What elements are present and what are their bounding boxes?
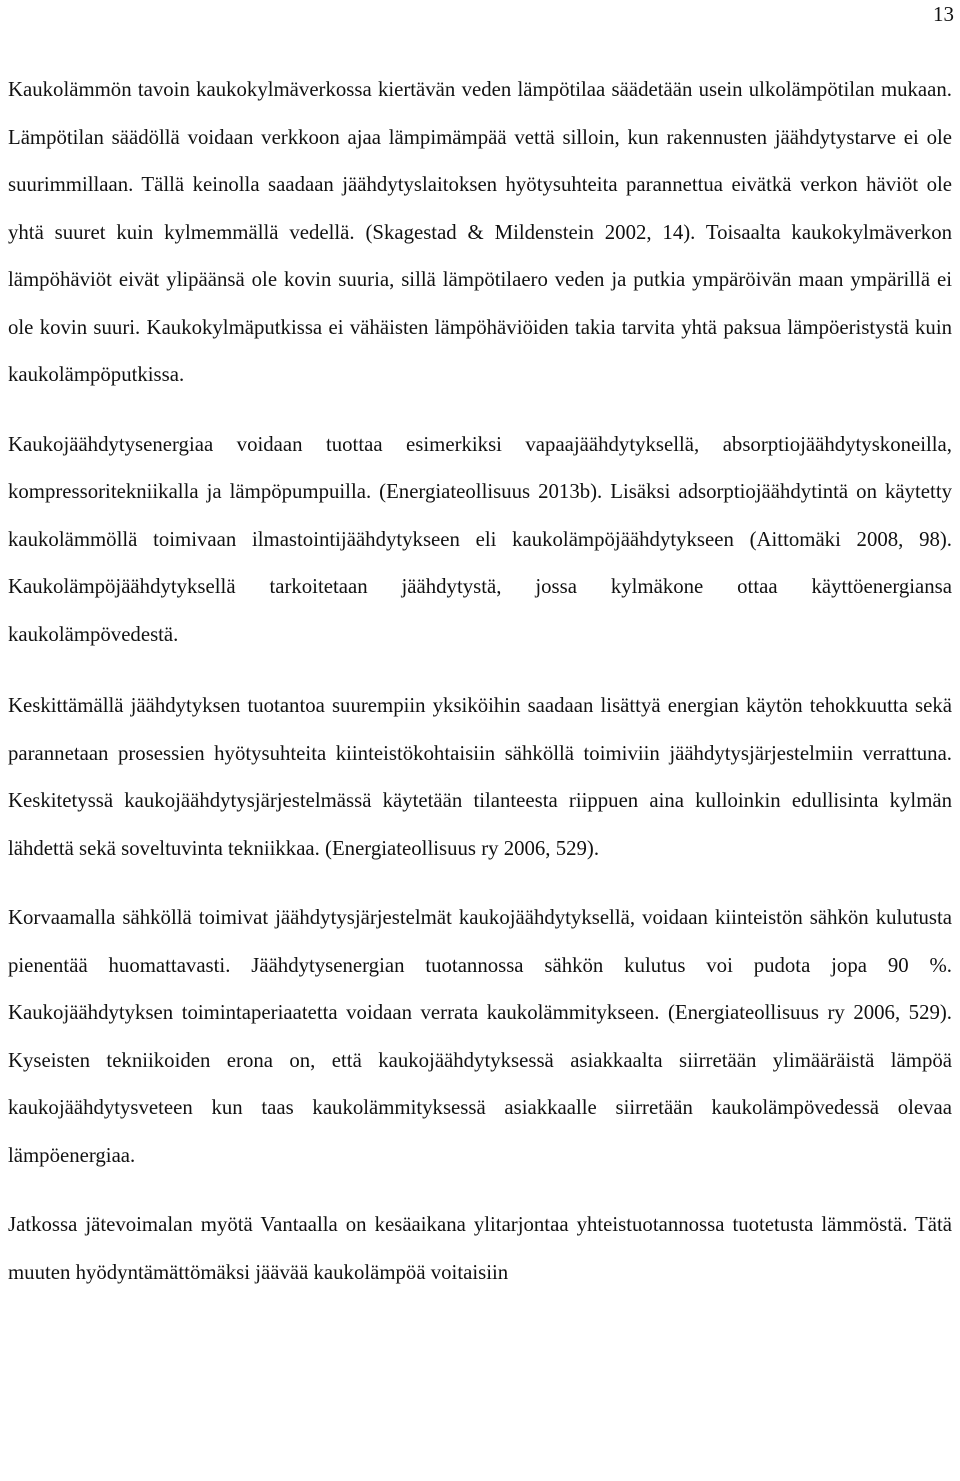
body-text [8,66,952,1296]
paragraph-5: Jatkossa jätevoimalan myötä Vantaalla on kesäaikana ylitarjontaa yhteistuotannossa tuotetusta lämmöstä. Tätä muuten hyödyntämättömäksi jäävää kaukolämpöä voitaisiin [8,1213,952,1284]
page-number: 13 [933,2,954,26]
paragraph-2: Kaukojäähdytysenergiaa voidaan tuottaa esimerkiksi vapaajäähdytyksellä, absorptiojäähdytyskoneilla, kompressoritekniikalla ja lämpöpumpuilla. (Energiateollisuus 2013b). Lisäksi adsorptiojäähdytintä on käytetty kaukolämmöllä toimivaan ilmastointijäähdytykseen eli kaukolämpöjäähdytykseen (Aittomäki 2008, 98). Kaukolämpöjäähdytyksellä tarkoitetaan jäähdytystä, jossa kylmäkone ottaa käyttöenergiansa kaukolämpövedestä. [8,432,952,646]
paragraph-4: Korvaamalla sähköllä toimivat jäähdytysjärjestelmät kaukojäähdytyksellä, voidaan kiinteistön sähkön kulutusta pienentää huomattavasti. Jäähdytysenergian tuotannossa sähkön kulutus voi pudota jopa 90 %. Kaukojäähdytyksen toimintaperiaatetta voidaan verrata kaukolämmitykseen. (Energiateollisuus ry 2006, 529). Kyseisten tekniikoiden erona on, että kaukojäähdytyksessä asiakkaalta siirretään ylimääräistä lämpöä kaukojäähdytysveteen kun taas kaukolämmityksessä asiakkaalle siirretään kaukolämpövedessä olevaa lämpöenergiaa. [8,906,952,1167]
paragraph-1: Kaukolämmön tavoin kaukokylmäverkossa kiertävän veden lämpötilaa säädetään usein ulkolämpötilan mukaan. Lämpötilan säädöllä voidaan verkkoon ajaa lämpimämpää vettä silloin, kun rakennusten jäähdytystarve ei ole suurimmillaan. Tällä keinolla saadaan jäähdytyslaitoksen hyötysuhteita parannettua eivätkä verkon häviöt ole yhtä suuret kuin kylmemmällä vedellä. (Skagestad & Mildenstein 2002, 14). Toisaalta kaukokylmäverkon lämpöhäviöt eivät ylipäänsä ole kovin suuria, sillä lämpötilaero veden ja putkia ympäröivän maan ympärillä ei ole kovin suuri. Kaukokylmäputkissa ei vähäisten lämpöhäviöiden takia tarvita yhtä paksua lämpöeristystä kuin kaukolämpöputkissa. [8,78,952,386]
paragraph-3: Keskittämällä jäähdytyksen tuotantoa suurempiin yksiköihin saadaan lisättyä energian käytön tehokkuutta sekä parannetaan prosessien hyötysuhteita kiinteistökohtaisiin sähköllä toimiviin jäähdytysjärjestelmiin verrattuna. Keskitetyssä kaukojäähdytysjärjestelmässä käytetään tilanteesta riippuen aina kulloinkin edullisinta kylmän lähdettä sekä soveltuvinta tekniikkaa. (Energiateollisuus ry 2006, 529). [8,694,952,860]
